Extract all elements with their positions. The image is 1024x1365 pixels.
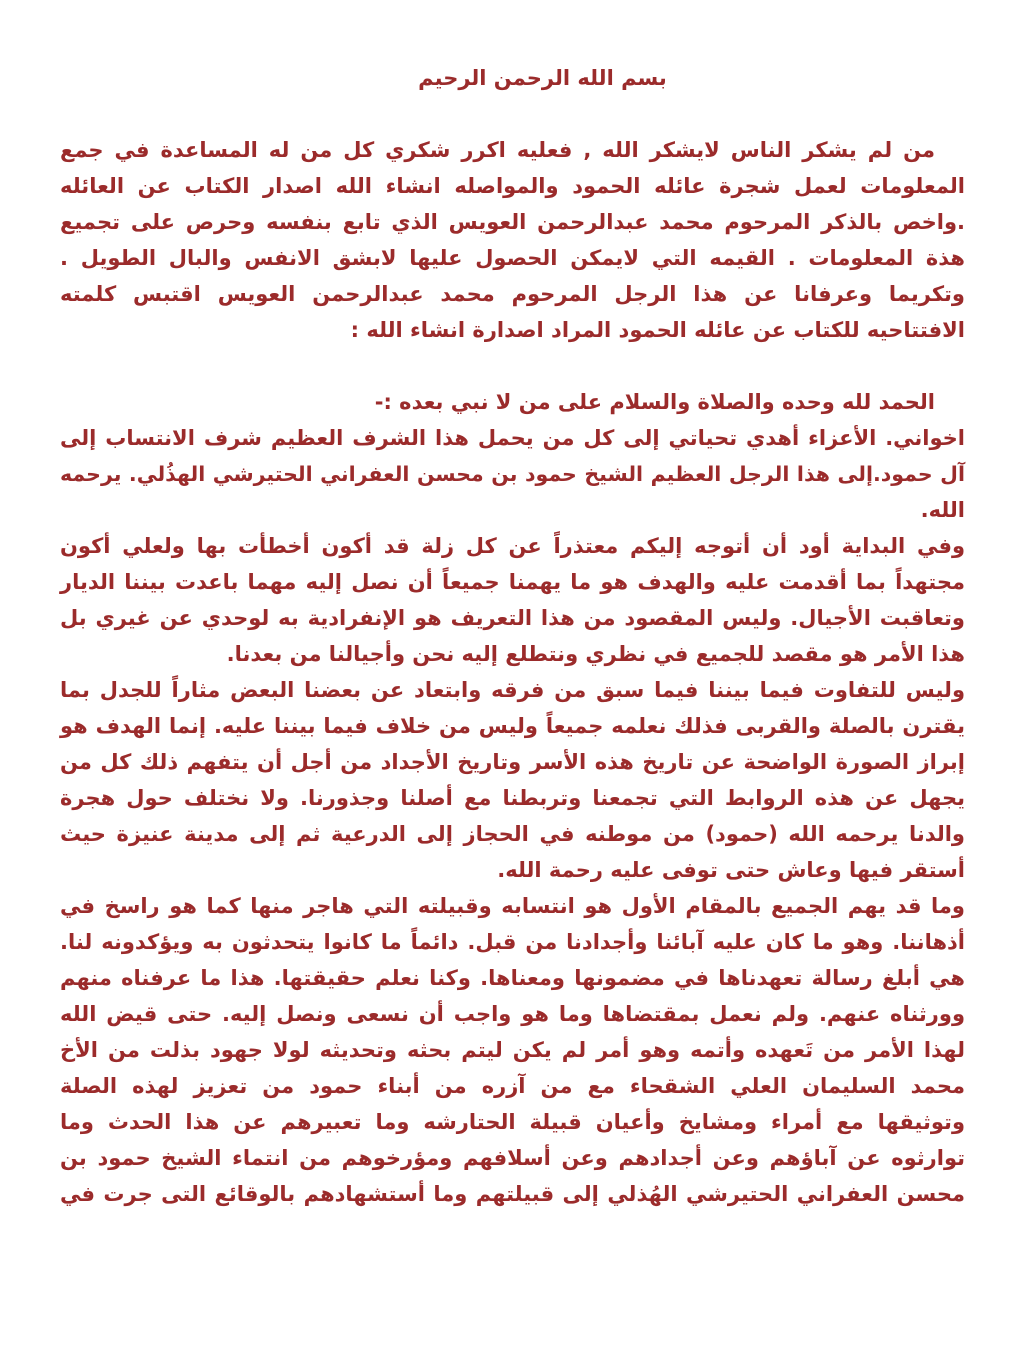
body-line: يقترن بالصلة والقربى فذلك نعلمه جميعاً وليس من خلاف فيما بيننا عليه. إنما الهدف هو	[60, 714, 965, 738]
body-line: وليس للتفاوت فيما بيننا فيما سبق من فرقه وابتعاد عن بعضنا البعض مثاراً للجدل بما	[60, 678, 965, 702]
body-line: وفي البداية أود أن أتوجه إليكم معتذراً عن كل زلة قد أكون أخطأت بها ولعلي أكون	[60, 534, 965, 558]
body-line: إبراز الصورة الواضحة عن تاريخ هذه الأسر وتاريخ الأجداد من أجل أن يتفهم ذلك كل من	[60, 750, 965, 774]
body-line: مجتهداً بما أقدمت عليه والهدف هو ما يهمنا جميعاً أن نصل إليه مهما باعدت بيننا الديار	[60, 570, 965, 594]
body-line: وتوثيقها مع أمراء ومشايخ وأعيان قبيلة الحتارشه وما تعبيرهم عن هذا الحدث وما	[60, 1110, 965, 1134]
intro-paragraph	[60, 132, 965, 348]
body-line: أذهاننا. وهو ما كان عليه آبائنا وأجدادنا من قبل. دائماً ما كانوا يتحدثون به ويؤكدونه لنا.	[60, 930, 965, 954]
intro-line: .واخص بالذكر المرحوم محمد عبدالرحمن العويس الذي تابع بنفسه وحرص على تجميع	[60, 210, 965, 234]
greeting-line: الحمد لله وحده والصلاة والسلام على من لا نبي بعده :-	[374, 390, 935, 414]
intro-line: هذة المعلومات . القيمه التي لايمكن الحصول عليها لابشق الانفس والبال الطويل .	[60, 246, 965, 270]
body-line: محسن العفراني الحتيرشي الهُذلي إلى قبيلتهم وما أستشهادهم بالوقائع التى جرت في	[60, 1182, 965, 1206]
body-line: محمد السليمان العلي الشقحاء مع من آزره من أبناء حمود من تعزيز لهذه الصلة	[60, 1074, 965, 1098]
body-line: الله.	[920, 498, 965, 522]
body-line: هي أبلغ رسالة تعهدناها في مضمونها ومعناها. وكنا نعلم حقيقتها. هذا ما عرفناه منهم	[60, 966, 965, 990]
body-line: أستقر فيها وعاش حتى توفى عليه رحمة الله.	[497, 858, 965, 882]
intro-line: الافتتاحيه للكتاب عن عائله الحمود المراد اصدارة انشاء الله :	[350, 318, 965, 342]
body-line: اخواني. الأعزاء أهدي تحياتي إلى كل من يحمل هذا الشرف العظيم شرف الانتساب إلى	[60, 426, 965, 450]
intro-line: من لم يشكر الناس لايشكر الله , فعليه اكرر شكري كل من له المساعدة في جمع	[60, 138, 935, 162]
quoted-letter	[60, 384, 965, 1212]
body-line: وما قد يهم الجميع بالمقام الأول هو انتسابه وقبيلته التي هاجر منها كما هو راسخ في	[60, 894, 965, 918]
intro-line: المعلومات لعمل شجرة عائله الحمود والمواصله انشاء الله اصدار الكتاب عن العائله	[60, 174, 965, 198]
body-line: لهذا الأمر من تَعهده وأتمه وهو أمر لم يكن ليتم بحثه وتحديثه لولا جهود بذلت من الأخ	[60, 1038, 965, 1062]
body-line: وتعاقبت الأجيال. وليس المقصود من هذا التعريف هو الإنفرادية به لوحدي عن غيري بل	[60, 606, 965, 630]
intro-line: وتكريما وعرفانا عن هذا الرجل المرحوم محمد عبدالرحمن العويس اقتبس كلمته	[60, 282, 965, 306]
document-page	[60, 60, 965, 1212]
body-line: هذا الأمر هو مقصد للجميع في نظري ونتطلع إليه نحن وأجيالنا من بعدنا.	[226, 642, 965, 666]
body-line: والدنا يرحمه الله (حمود) من موطنه في الحجاز إلى الدرعية ثم إلى مدينة عنيزة حيث	[60, 822, 965, 846]
paragraph-gap	[60, 348, 965, 384]
body-line: يجهل عن هذه الروابط التي تجمعنا وتربطنا مع أصلنا وجذورنا. ولا نختلف حول هجرة	[60, 786, 965, 810]
body-line: توارثوه عن آباؤهم وعن أجدادهم وعن أسلافهم ومؤرخوهم من انتماء الشيخ حمود بن	[60, 1146, 965, 1170]
page-title: بسم الله الرحمن الرحيم	[418, 66, 667, 90]
body-line: وورثناه عنهم. ولم نعمل بمقتضاها وما هو واجب أن نسعى ونصل إليه. حتى قيض الله	[60, 1002, 965, 1026]
body-line: آل حمود.إلى هذا الرجل العظيم الشيخ حمود بن محسن العفراني الحتيرشي الهذُلي. يرحمه	[60, 462, 965, 486]
